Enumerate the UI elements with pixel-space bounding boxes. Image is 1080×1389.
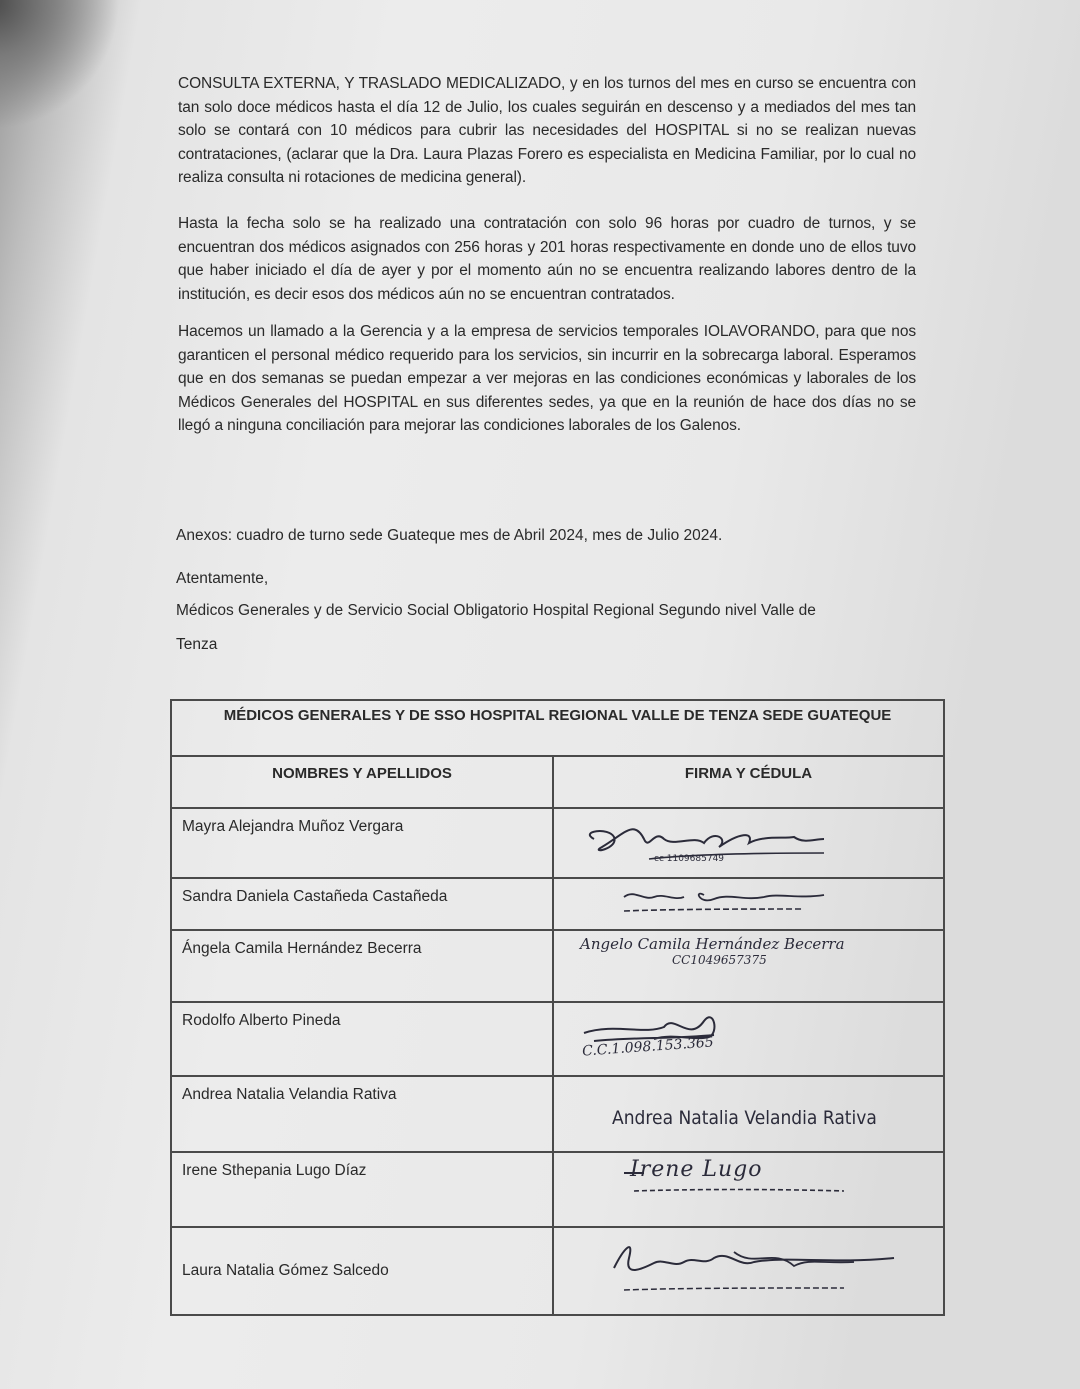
signature-scribble bbox=[554, 1228, 945, 1316]
column-header-names-label: NOMBRES Y APELLIDOS bbox=[272, 765, 452, 782]
table-row bbox=[171, 1002, 944, 1076]
signature-sandra bbox=[553, 878, 944, 930]
paragraph-2: Hasta la fecha solo se ha realizado una contratación con solo 96 horas por cuadro de turnos, y se encuentran dos médicos asignados con 256 horas y 201 horas respectivamente en donde uno de ellos tuvo que haber iniciado el día de ayer y por el momento aún no se encuentra realizando labores dentro de la institución, es decir esos dos médicos aún no se encuentran contratados. bbox=[178, 215, 916, 303]
signature-text: Angelo Camila Hernández Becerra bbox=[580, 935, 845, 953]
column-header-signature bbox=[553, 756, 944, 808]
signature-mayra bbox=[553, 808, 944, 878]
signature-text: Irene Lugo bbox=[630, 1157, 763, 1182]
column-header-signature-label: FIRMA Y CÉDULA bbox=[684, 765, 813, 782]
column-header-names bbox=[171, 756, 553, 808]
signature-text: Andrea Natalia Velandia Rativa bbox=[612, 1107, 877, 1129]
paragraph-3: Hacemos un llamado a la Gerencia y a la empresa de servicios temporales IOLAVORANDO, para que nos garanticen el personal médico requerido para los servicios, sin incurrir en la sobrecarga laboral. Esperamos que en dos semanas se puedan empezar a ver mejoras en las condiciones económicas y laborales de los Médicos Generales del HOSPITAL en sus diferentes sedes, ya que en la reunión de hace dos días no se llegó a ninguna conciliación para mejorar las condiciones laborales de los Galenos. bbox=[178, 323, 916, 434]
row-name: Laura Natalia Gómez Salcedo bbox=[171, 1227, 553, 1315]
signature-id: CC1049657375 bbox=[672, 953, 767, 967]
row-name: Sandra Daniela Castañeda Castañeda bbox=[171, 878, 553, 930]
table-row bbox=[171, 808, 944, 878]
signature-id: C.C.1.098.153.365 bbox=[581, 1034, 715, 1060]
table-row bbox=[171, 1076, 944, 1152]
table-row bbox=[171, 1227, 944, 1315]
paragraph-1: CONSULTA EXTERNA, Y TRASLADO MEDICALIZADO, y en los turnos del mes en curso se encuentra con tan solo doce médicos hasta el día 12 de Julio, los cuales seguirán en descenso y a mediados del mes tan solo se contará con 10 médicos para cubrir las necesidades del HOSPITAL si no se realizan nuevas contrataciones, (aclarar que la Dra. Laura Plazas Forero es especialista en Medicina Familiar, por lo cual no realiza consulta ni rotaciones de medicina general). bbox=[178, 75, 916, 186]
signatory-line-2: Tenza bbox=[176, 636, 218, 653]
table-row bbox=[171, 878, 944, 930]
row-name: Andrea Natalia Velandia Rativa bbox=[171, 1076, 553, 1152]
signatory-line-1: Médicos Generales y de Servicio Social Obligatorio Hospital Regional Segundo nivel Valle de bbox=[176, 602, 816, 619]
table-row bbox=[171, 930, 944, 1002]
row-name: Irene Sthepania Lugo Díaz bbox=[171, 1152, 553, 1227]
row-name: Rodolfo Alberto Pineda bbox=[171, 1002, 553, 1076]
signature-scribble bbox=[554, 1003, 945, 1077]
signature-scribble bbox=[554, 1153, 945, 1228]
signature-irene bbox=[553, 1152, 944, 1227]
photo-shadow bbox=[0, 0, 120, 130]
row-name: Mayra Alejandra Muñoz Vergara bbox=[171, 808, 553, 878]
table-row bbox=[171, 1152, 944, 1227]
annex-line: Anexos: cuadro de turno sede Guateque mes de Abril 2024, mes de Julio 2024. bbox=[176, 527, 723, 544]
row-name: Ángela Camila Hernández Becerra bbox=[171, 930, 553, 1002]
signature-laura bbox=[553, 1227, 944, 1315]
closing-line: Atentamente, bbox=[176, 570, 269, 587]
signature-scribble bbox=[554, 879, 945, 931]
signature-rodolfo bbox=[553, 1002, 944, 1076]
signature-angela bbox=[553, 930, 944, 1002]
signature-scribble bbox=[554, 809, 945, 879]
svg-text:cc 1109685749: cc 1109685749 bbox=[654, 854, 725, 864]
signature-andrea bbox=[553, 1076, 944, 1152]
signature-table bbox=[170, 699, 945, 1316]
table-title: MÉDICOS GENERALES Y DE SSO HOSPITAL REGIONAL VALLE DE TENZA SEDE GUATEQUE bbox=[171, 700, 944, 756]
